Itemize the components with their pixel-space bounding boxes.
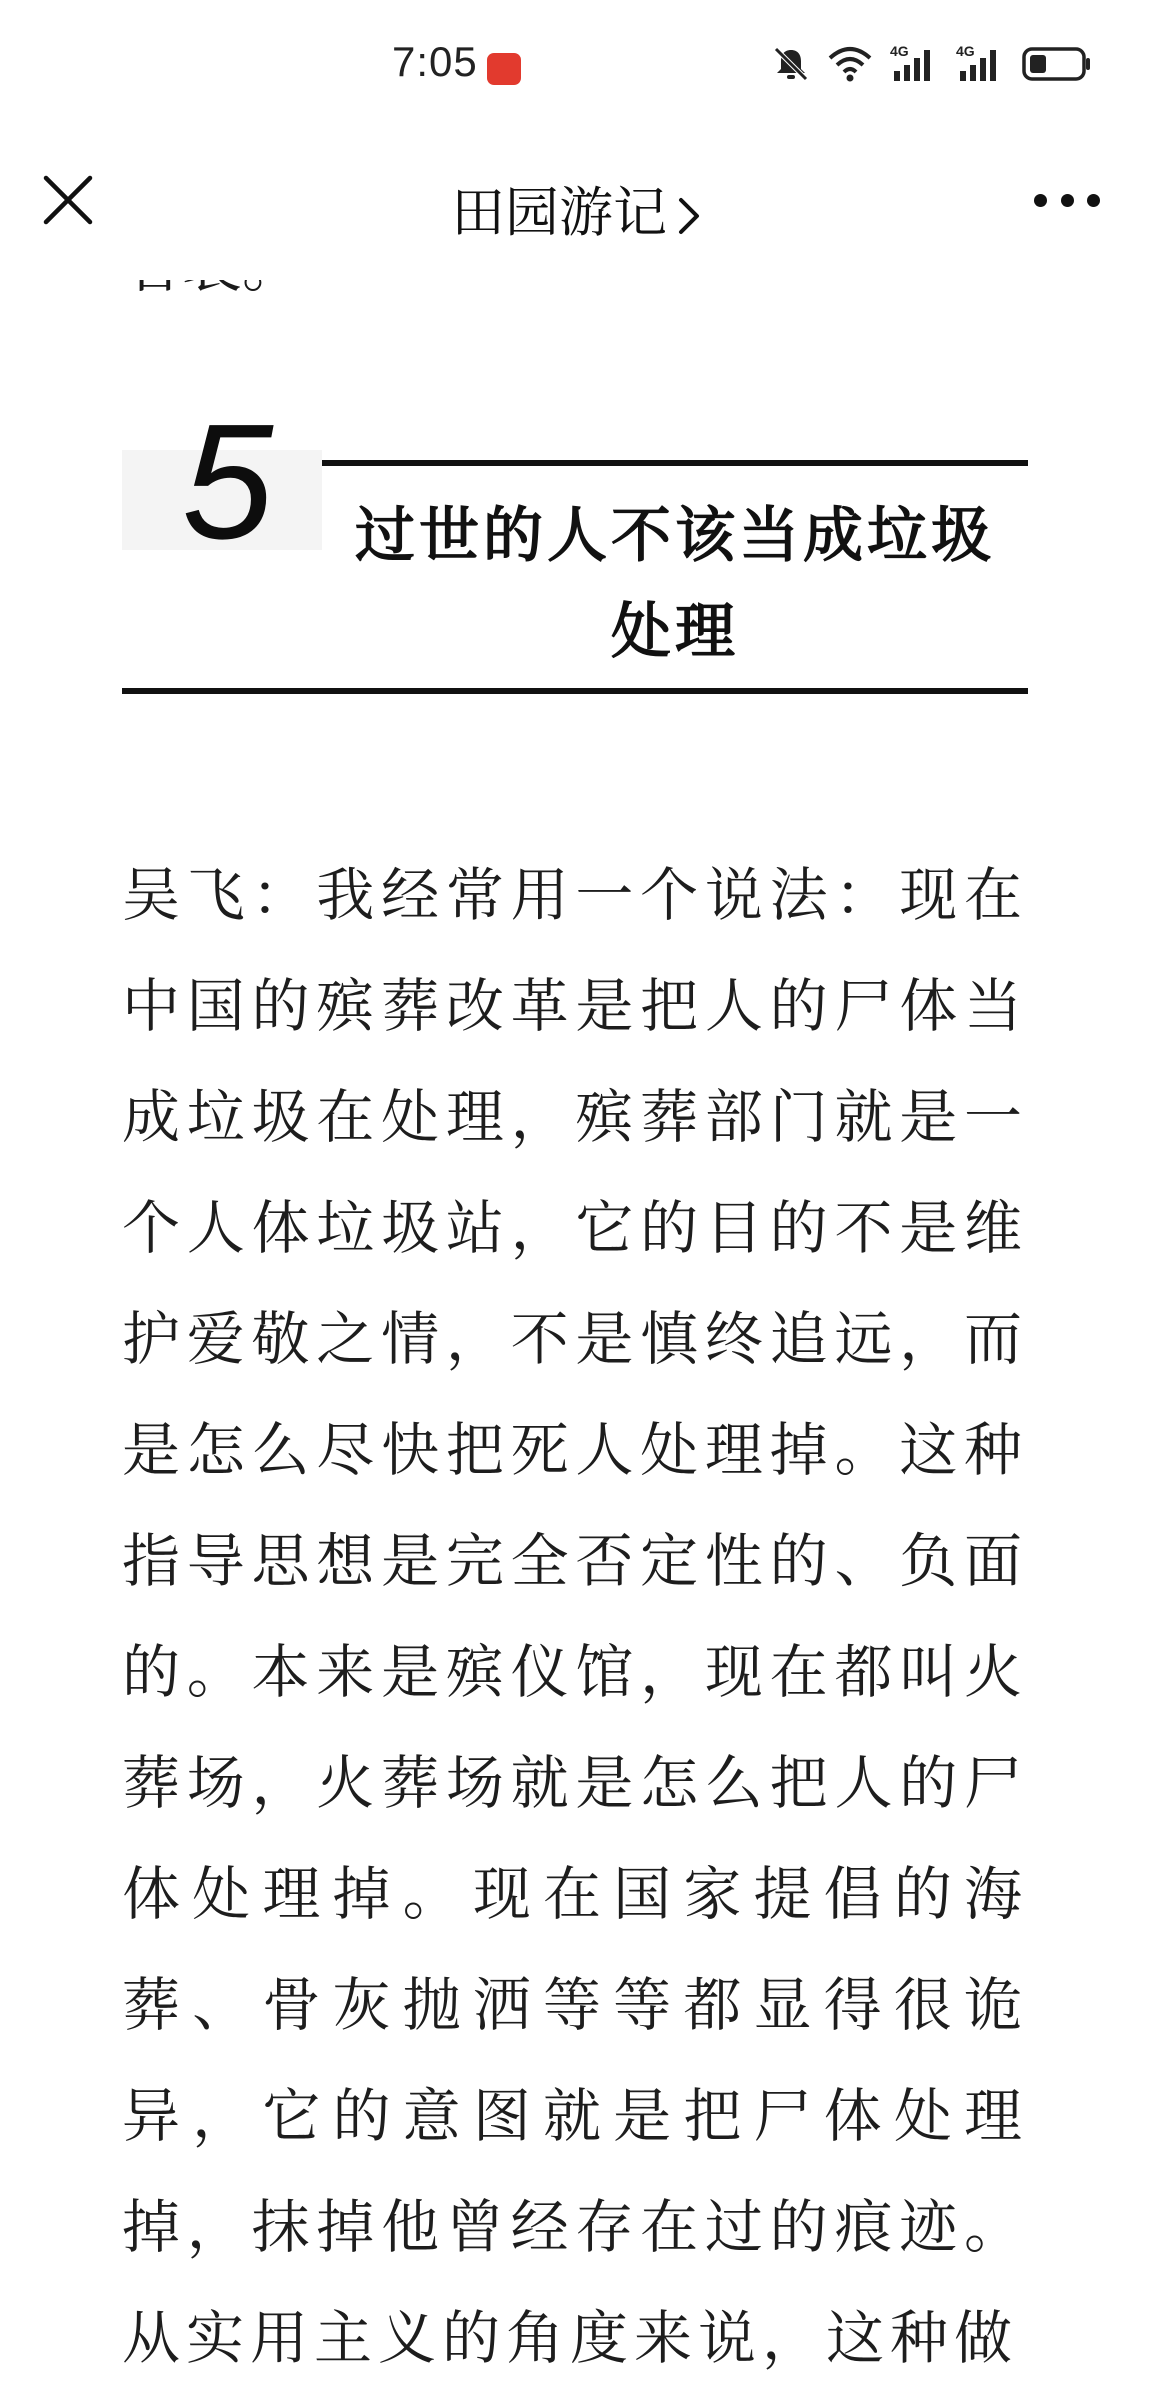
battery-icon [1022, 46, 1092, 82]
section-rule-bottom [122, 688, 1028, 694]
more-options-icon[interactable] [1034, 188, 1100, 212]
article-paragraph: 吴飞：我经常用一个说法：现在中国的殡葬改革是把人的尸体当成垃圾在处理，殡葬部门就是一个人体垃圾站，它的目的不是维护爱敬之情，不是慎终追远，而是怎么尽快把死人处理掉。这种指导思想是完全否定性的、负面的。本来是殡仪馆，现在都叫火葬场，火葬场就是怎么把人的尸体处理掉。现在国家提倡的海葬、骨灰抛洒等等都显得很诡异，它的意图就是把尸体处理掉，抹掉他曾经存在过的痕迹。从实用主义的角度来说，这种做 [122, 861, 1028, 2372]
nav-bar [0, 130, 1152, 280]
section-title: 过世的人不该当成垃圾 处理 [355, 501, 995, 667]
status-time: 7:05 [392, 38, 478, 85]
network-label-1: 4G [890, 43, 909, 59]
account-title-link[interactable] [0, 170, 1152, 247]
chevron-right-icon [677, 196, 701, 236]
mute-bell-icon [772, 45, 810, 83]
section-number: 5 [182, 390, 274, 573]
section-rule-top [322, 460, 1028, 466]
signal-4g-icon [890, 45, 938, 83]
status-icons [772, 44, 1092, 84]
section-header [122, 390, 1028, 700]
status-bar [0, 0, 1152, 130]
account-title: 田园游记 [451, 181, 667, 244]
app-notification-badge-icon [487, 53, 521, 85]
network-label-2: 4G [956, 43, 975, 59]
signal-4g-icon-2 [956, 45, 1004, 83]
wifi-icon [828, 46, 872, 82]
